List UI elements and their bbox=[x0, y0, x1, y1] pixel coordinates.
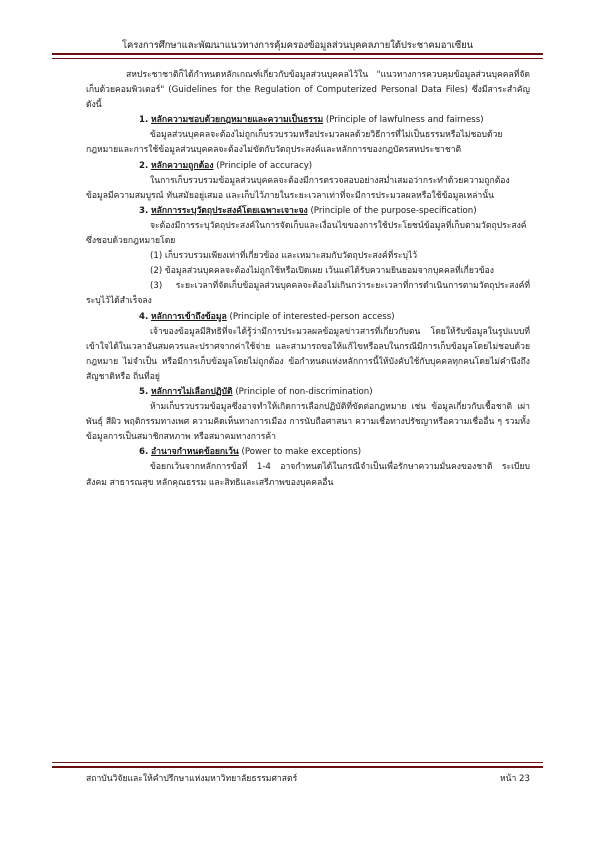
intro-paragraph: สหประชาชาติก็ได้กำหนดหลักเกณฑ์เกี่ยวกับข้อมูลส่วนบุคคลไว้ใน "แนวทางการควบคุมข้อมูลส่วนบุคคลที่จัดเก็บด้วยคอมพิวเตอร์" (Guidelines for the Regulation of Computerized Personal Data Files) ซึ่งมีสาระสำคัญดังนี้ bbox=[86, 70, 530, 111]
principle-1-heading bbox=[86, 113, 530, 128]
running-header: โครงการศึกษาและพัฒนาแนวทางการคุ้มครองข้อมูลส่วนบุคคลภายใต้ประชาคมอาเซียน bbox=[122, 40, 473, 51]
page-body bbox=[86, 68, 530, 491]
footer-rule bbox=[52, 762, 543, 768]
principle-6-heading bbox=[86, 445, 530, 460]
principle-3-heading bbox=[86, 204, 530, 219]
principle-5-heading bbox=[86, 385, 530, 400]
principle-number: 5. bbox=[139, 386, 149, 397]
principle-title: หลักความถูกต้อง bbox=[150, 160, 214, 171]
principle-number: 2. bbox=[139, 160, 149, 171]
principle-5-body: ห้ามเก็บรวบรวมข้อมูลซึ่งอาจทำให้เกิดการเลือกปฏิบัติที่ขัดต่อกฎหมาย เช่น ข้อมูลเกี่ยวกับเชื้อชาติ เผ่าพันธุ์ สีผิว พฤติกรรมทางเพศ ความคิดเห็นทางการเมือง การนับถือศาสนา ความเชื่อทางปรัชญาหรือความเชื่ออื่น ๆ รวมทั้งข้อมูลการเป็นสมาชิกสหภาพ หรือสมาคมทางการค้า bbox=[86, 402, 530, 443]
principle-2-body: ในการเก็บรวบรวมข้อมูลส่วนบุคคลจะต้องมีการตรวจสอบอย่างสม่ำเสมอว่ากระทำด้วยความถูกต้อง ข้อมูลมีความสมบูรณ์ ทันสมัยอยู่เสมอ และเก็บไว้ภายในระยะเวลาเท่าที่จะมีการประมวลผลหรือใช้ข้อมูลเหล่านั้น bbox=[86, 175, 510, 201]
principle-title: หลักความชอบด้วยกฎหมายและความเป็นธรรม bbox=[150, 115, 324, 126]
principle-title: หลักการเข้าถึงข้อมูล bbox=[150, 311, 227, 322]
principle-english: (Power to make exceptions) bbox=[241, 447, 362, 458]
principle-number: 1. bbox=[139, 115, 149, 126]
principle-english: (Principle of interested-person access) bbox=[229, 311, 395, 322]
principle-english: (Principle of accuracy) bbox=[216, 160, 313, 171]
principle-3-body: จะต้องมีการระบุวัตถุประสงค์ในการจัดเก็บและเงื่อนไขของการใช้ประโยชน์ข้อมูลที่เก็บตามวัตถุประสงค์ซึ่งชอบด้วยกฎหมายโดย bbox=[86, 220, 527, 247]
principle-number: 6. bbox=[139, 447, 149, 458]
principle-3-item-3: (3) ระยะเวลาที่จัดเก็บข้อมูลส่วนบุคคลจะต้องไม่เกินกว่าระยะเวลาที่การดำเนินการตามวัตถุประสงค์ที่ระบุไว้ได้สำเร็จลง bbox=[86, 281, 530, 307]
page-number: หน้า 23 bbox=[499, 774, 530, 784]
principle-english: (Principle of the purpose-specification) bbox=[310, 205, 477, 216]
principle-number: 4. bbox=[139, 311, 149, 322]
principle-number: 3. bbox=[139, 205, 149, 216]
principle-4-body: เจ้าของข้อมูลมีสิทธิที่จะได้รู้ว่ามีการประมวลผลข้อมูลข่าวสารที่เกี่ยวกับตน โดยให้รับข้อมูลในรูปแบบที่เข้าใจได้ในเวลาอันสมควรและปราศจากค่าใช้จ่าย และสามารถขอให้แก้ไขหรือลบในกรณีมีการเก็บข้อมูลโดยไม่ชอบด้วยกฎหมาย ไม่จำเป็น หรือมีการเก็บข้อมูลโดยไม่ถูกต้อง ข้อกำหนดแห่งหลักการนี้ให้บังคับใช้กับบุคคลทุกคนโดยไม่คำนึงถึงสัญชาติหรือ ถิ่นที่อยู่ bbox=[86, 326, 530, 382]
principle-3-item-1: (1) เก็บรวบรวมเพียงเท่าที่เกี่ยวข้อง และเหมาะสมกับวัตถุประสงค์ที่ระบุไว้ bbox=[150, 251, 418, 262]
principle-title: หลักการระบุวัตถุประสงค์โดยเฉพาะเจาะจง bbox=[150, 205, 308, 216]
principle-title: อำนาจกำหนดข้อยกเว้น bbox=[150, 447, 239, 458]
principle-3-item-2: (2) ข้อมูลส่วนบุคคลจะต้องไม่ถูกใช้หรือเปิดเผย เว้นแต่ได้รับความยินยอมจากบุคคลที่เกี่ยวข้อง bbox=[150, 266, 494, 277]
principle-1-body: ข้อมูลส่วนบุคคลจะต้องไม่ถูกเก็บรวบรวมหรือประมวลผลด้วยวิธีการที่ไม่เป็นธรรมหรือไม่ชอบด้วยกฎหมายและการใช้ข้อมูลส่วนบุคคลจะต้องไม่ขัดกับวัตถุประสงค์และหลักการของกฎบัตรสหประชาชาติ bbox=[86, 130, 503, 156]
header-rule bbox=[52, 53, 543, 59]
principle-6-body: ข้อยกเว้นจากหลักการข้อที่ 1-4 อาจกำหนดได้ในกรณีจำเป็นเพื่อรักษาความมั่นคงของชาติ ระเบียบ สังคม สาธารณสุข หลักคุณธรรม และสิทธิและเสรีภาพของบุคคลอื่น bbox=[86, 462, 530, 488]
principle-2-heading bbox=[86, 159, 530, 174]
footer-institution: สถาบันวิจัยและให้คำปรึกษาแห่งมหาวิทยาลัยธรรมศาสตร์ bbox=[86, 774, 298, 784]
principle-4-heading bbox=[86, 310, 530, 325]
principle-title: หลักการไม่เลือกปฏิบัติ bbox=[150, 386, 233, 397]
principle-english: (Principle of lawfulness and fairness) bbox=[325, 115, 484, 126]
principle-english: (Principle of non-discrimination) bbox=[235, 386, 373, 397]
